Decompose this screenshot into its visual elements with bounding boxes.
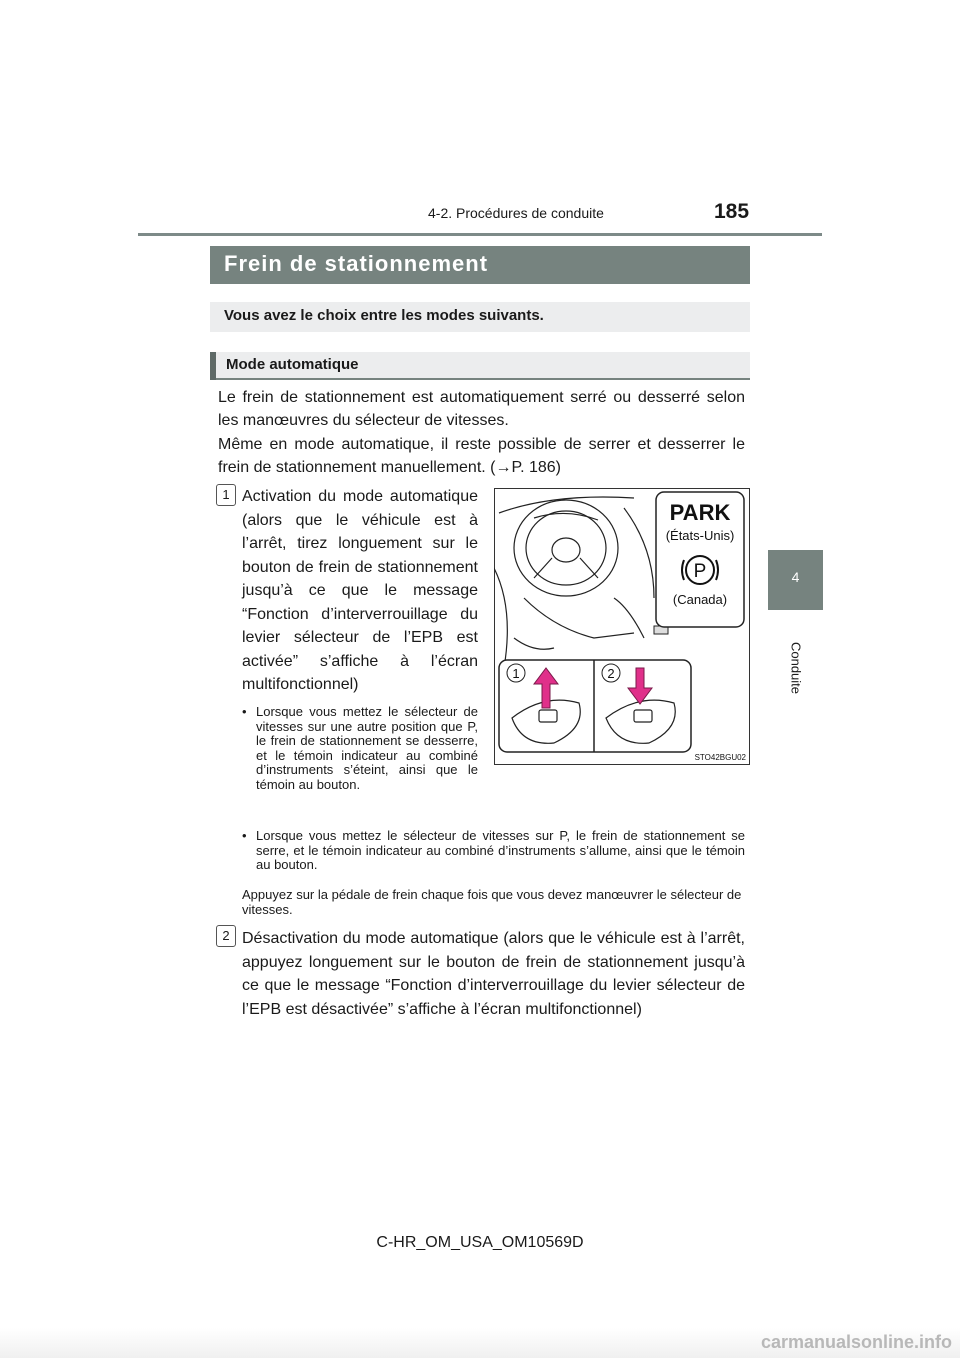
step-number-2: 2 xyxy=(216,925,236,947)
bullet-2 xyxy=(242,829,745,873)
page-title: Frein de stationnement xyxy=(224,251,489,276)
paragraph-2: Même en mode automatique, il reste possible de serrer et desserrer le frein de stationnement manuellement. (→P. 186) xyxy=(218,436,745,476)
watermark-band xyxy=(0,1328,960,1358)
intro-box xyxy=(210,302,750,332)
p-symbol: P xyxy=(693,561,707,582)
chapter-label: Conduite xyxy=(788,641,803,695)
bullet-2-text: Lorsque vous mettez le sélecteur de vitesses sur P, le frein de stationnement se serre, et le témoin indicateur au combiné d’instruments s’allume, ainsi que le témoin au bouton. xyxy=(256,828,745,872)
note-text: Appuyez sur la pédale de frein chaque fois que vous devez manœuvrer le sélecteur de vitesses. xyxy=(242,887,742,917)
bullet-marker: • xyxy=(242,704,247,719)
usa-label: (États-Unis) xyxy=(665,528,735,543)
footer-code: C-HR_OM_USA_OM10569D xyxy=(376,1234,584,1251)
step-number-1: 1 xyxy=(216,484,236,506)
step-2-text: Désactivation du mode automatique (alors que le véhicule est à l’arrêt, appuyez longuement sur le bouton de frein de stationnement jusqu’à ce que le message “Fonction d’interverrouillage du levier sélecteur de l’EPB est désactivée” s’affiche à l’écran multifonctionnel) xyxy=(242,930,745,1018)
step-1-text: Activation du mode automatique (alors que le véhicule est à l’arrêt, tirez longuement sur le bouton de frein de stationnement jusqu’à ce que le message “Fonction d’interverrouillage du levier sélecteur de l’EPB est activée” s’affiche à l’écran multifonctionnel) xyxy=(242,488,478,693)
callout-2: 2 xyxy=(607,666,615,681)
paragraph-1: Le frein de stationnement est automatiquement serré ou desserré selon les manœuvres du sélecteur de vitesses. xyxy=(218,389,745,429)
callout-1: 1 xyxy=(512,666,520,681)
header-rule xyxy=(138,233,822,236)
park-label: PARK xyxy=(669,500,731,525)
bullet-1-text: Lorsque vous mettez le sélecteur de vitesses sur une autre position que P, le frein de stationnement se desserre, et le témoin indicateur au combiné d’instruments s’éteint, ainsi que le témoin au bouton. xyxy=(256,704,478,792)
page-title-bar xyxy=(210,246,750,284)
chapter-label-box xyxy=(768,618,823,718)
chapter-tab xyxy=(768,550,823,610)
watermark-text: carmanualsonline.info xyxy=(760,1332,952,1352)
mode-heading-text: Mode automatique xyxy=(226,356,359,373)
bullet-1 xyxy=(242,705,478,792)
illustration-code: STO42BGU02 xyxy=(694,753,746,762)
mode-heading xyxy=(210,352,750,380)
chapter-number: 4 xyxy=(791,569,800,585)
page-number: 185 xyxy=(714,200,750,223)
canada-label: (Canada) xyxy=(672,592,728,607)
parking-brake-illustration xyxy=(494,488,750,765)
section-label: 4-2. Procédures de conduite xyxy=(428,205,604,221)
intro-text: Vous avez le choix entre les modes suivants. xyxy=(224,307,544,324)
heading-accent xyxy=(210,352,216,380)
bullet-marker: • xyxy=(242,828,247,843)
